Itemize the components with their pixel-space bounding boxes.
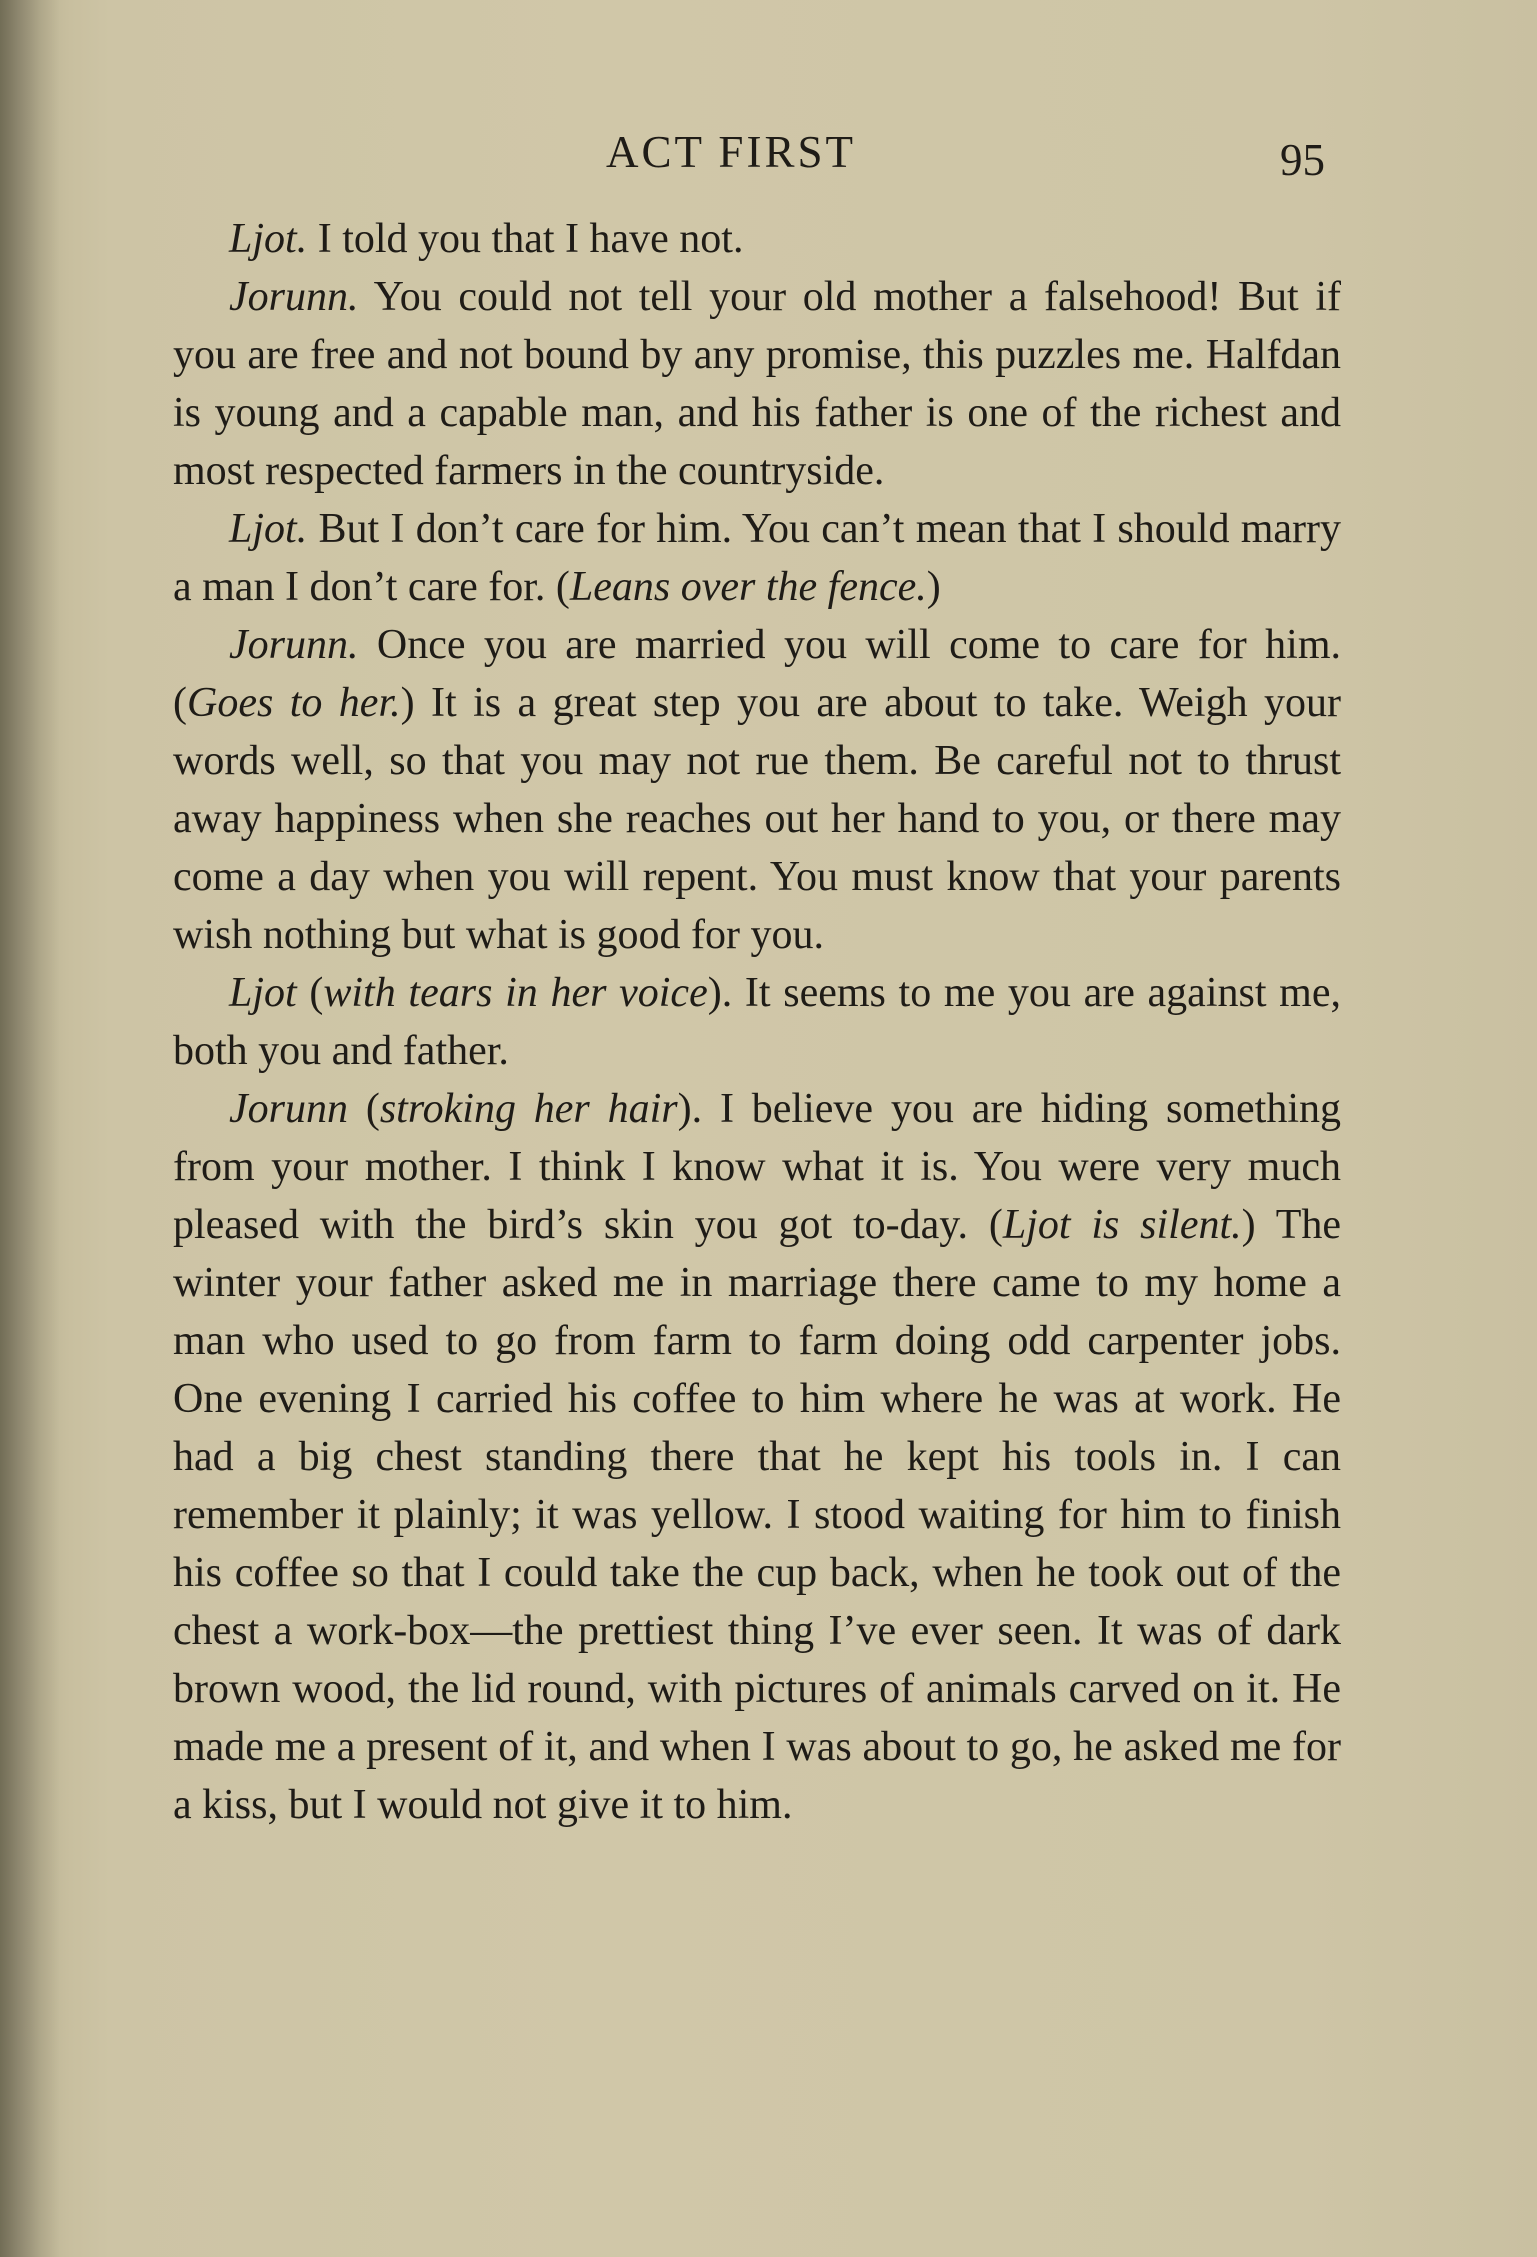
dialogue-text: )	[926, 564, 941, 610]
stage-direction: Leans over the fence.	[569, 564, 927, 610]
dialogue-text: I told you that I have not.	[307, 216, 744, 262]
speaker-name: Jorunn.	[229, 622, 359, 668]
speaker-name: Jorunn.	[229, 274, 359, 320]
speaker-name: Ljot	[229, 970, 297, 1016]
paragraph	[173, 268, 1341, 500]
speaker-name: Ljot.	[229, 506, 308, 552]
running-title: ACT FIRST	[606, 127, 856, 177]
paragraph	[173, 500, 1341, 616]
dialogue-text: (	[348, 1086, 380, 1132]
paragraph	[173, 964, 1341, 1080]
dialogue-text: You could not tell your old mother a falsehood! But if you are free and not bound by any promise, this puzzles me. Halfdan is young and a capable man, and his father is one of the richest and most respected farmers in the countryside.	[173, 274, 1341, 494]
dialogue-text: Once you are married you will come to care for him. (	[173, 622, 1341, 726]
stage-direction: with tears in her voice	[323, 970, 708, 1016]
body-text	[173, 210, 1341, 1834]
dialogue-text: But I don’t care for him. You can’t mean that I should marry a man I don’t care for. (	[173, 506, 1341, 610]
stage-direction: Ljot is silent.	[1002, 1202, 1242, 1248]
dialogue-text: ) It is a great step you are about to take. Weigh your words well, so that you may not rue them. Be careful not to thrust away happiness when she reaches out her hand to you, or there may come a day when you will repent. You must know that your parents wish nothing but what is good for you.	[173, 680, 1341, 958]
dialogue-text: ). I believe you are hiding something from your mother. I think I know what it is. You were very much pleased with the bird’s skin you got to-day. (	[173, 1086, 1341, 1248]
paragraph	[173, 1080, 1341, 1834]
dialogue-text: (	[296, 970, 324, 1016]
paragraph	[173, 616, 1341, 964]
page-header	[0, 126, 1537, 186]
speaker-name: Jorunn	[229, 1086, 348, 1132]
paragraph	[173, 210, 1341, 268]
speaker-name: Ljot.	[229, 216, 308, 262]
spine-shadow	[0, 0, 60, 2257]
dialogue-text: ). It seems to me you are against me, both you and father.	[173, 970, 1341, 1074]
stage-direction: Goes to her.	[187, 680, 401, 726]
dialogue-text: ) The winter your father asked me in marriage there came to my home a man who used to go from farm to farm doing odd carpenter jobs. One evening I carried his coffee to him where he was at work. He had a big chest standing there that he kept his tools in. I can remember it plainly; it was yellow. I stood waiting for him to finish his coffee so that I could take the cup back, when he took out of the chest a work-box—the prettiest thing I’ve ever seen. It was of dark brown wood, the lid round, with pictures of animals carved on it. He made me a present of it, and when I was about to go, he asked me for a kiss, but I would not give it to him.	[173, 1202, 1341, 1828]
stage-direction: stroking her hair	[379, 1086, 678, 1132]
page-number: 95	[1280, 135, 1325, 185]
